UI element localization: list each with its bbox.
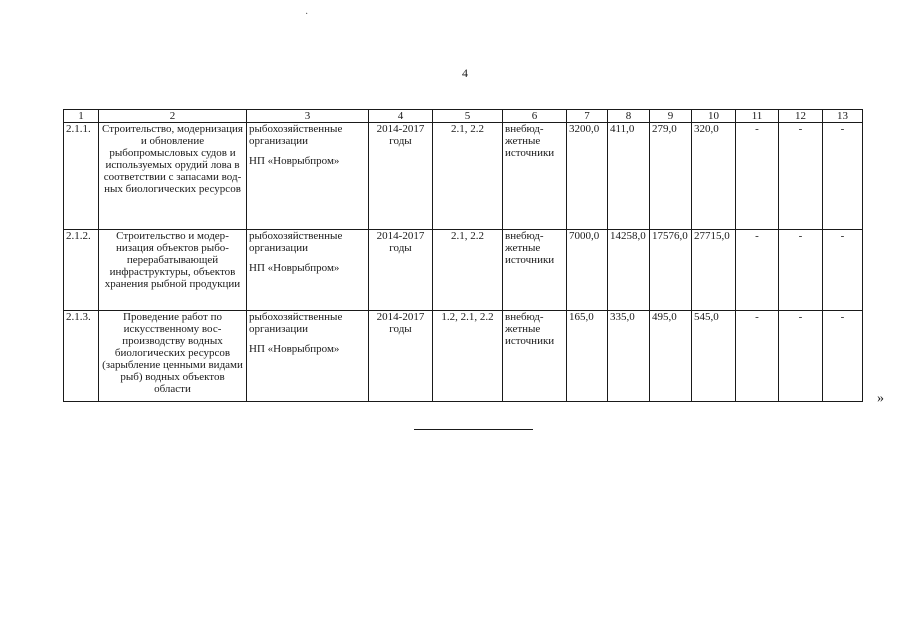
column-number: 6 <box>503 110 567 123</box>
funding-value: - <box>823 311 863 402</box>
funding-value: - <box>779 230 823 311</box>
funding-value: 411,0 <box>608 123 650 230</box>
column-number: 8 <box>608 110 650 123</box>
executor-organizations: рыбохозяйственные организации <box>249 311 343 335</box>
activity-number: 2.1.2. <box>64 230 99 311</box>
funding-value: 279,0 <box>650 123 692 230</box>
activity-name: Строительство, модернизация и обновление рыбопромысловых судов и используемых орудий лова в соответствии с запасами водных биологических ресурсов <box>99 123 247 230</box>
scan-speck: · <box>305 9 309 20</box>
funding-total: 7000,0 <box>567 230 608 311</box>
funding-value: - <box>736 230 779 311</box>
funding-value: 335,0 <box>608 311 650 402</box>
activity-executor <box>247 123 369 230</box>
funding-source: внебюджетные источники <box>503 230 567 311</box>
executor-organizations: рыбохозяйственные организации <box>249 230 343 254</box>
funding-value: - <box>779 311 823 402</box>
funding-value: 27715,0 <box>692 230 736 311</box>
funding-value: 320,0 <box>692 123 736 230</box>
column-number: 9 <box>650 110 692 123</box>
funding-source: внебюджетные источники <box>503 311 567 402</box>
executor-partnership: НП «Новрыбпром» <box>249 155 340 167</box>
column-number-row <box>64 110 863 123</box>
activity-tasks: 2.1, 2.2 <box>433 230 503 311</box>
funding-value: - <box>736 123 779 230</box>
activity-period: 2014-2017 годы <box>369 230 433 311</box>
funding-value: 545,0 <box>692 311 736 402</box>
activity-period: 2014-2017 годы <box>369 311 433 402</box>
funding-source: внебюджетные источники <box>503 123 567 230</box>
activity-number: 2.1.1. <box>64 123 99 230</box>
table-row <box>64 230 863 311</box>
activity-tasks: 1.2, 2.1, 2.2 <box>433 311 503 402</box>
funding-total: 165,0 <box>567 311 608 402</box>
funding-value: 14258,0 <box>608 230 650 311</box>
column-number: 11 <box>736 110 779 123</box>
executor-organizations: рыбохозяйственные организации <box>249 123 343 147</box>
activity-name: Строительство и модернизация объектов рыбоперерабатывающей инфраструктуры, объектов хранения рыбной продукции <box>99 230 247 311</box>
funding-value: - <box>823 123 863 230</box>
column-number: 12 <box>779 110 823 123</box>
closing-quote: » <box>877 391 884 406</box>
activity-executor <box>247 230 369 311</box>
activity-number: 2.1.3. <box>64 311 99 402</box>
column-number: 10 <box>692 110 736 123</box>
funding-value: 495,0 <box>650 311 692 402</box>
executor-partnership: НП «Новрыбпром» <box>249 262 340 274</box>
program-activities-table <box>63 109 863 402</box>
funding-value: - <box>823 230 863 311</box>
activity-name: Проведение работ по искусственному воспроизводству водных биологических ресурсов (зарыбление ценными видами рыб) водных объектов области <box>99 311 247 402</box>
activity-executor <box>247 311 369 402</box>
funding-value: - <box>736 311 779 402</box>
column-number: 2 <box>99 110 247 123</box>
activity-period: 2014-2017 годы <box>369 123 433 230</box>
page-number: 4 <box>462 66 468 80</box>
funding-total: 3200,0 <box>567 123 608 230</box>
column-number: 3 <box>247 110 369 123</box>
footer-rule <box>414 429 533 430</box>
column-number: 13 <box>823 110 863 123</box>
column-number: 4 <box>369 110 433 123</box>
table-row <box>64 123 863 230</box>
funding-value: 17576,0 <box>650 230 692 311</box>
executor-partnership: НП «Новрыбпром» <box>249 343 340 355</box>
column-number: 1 <box>64 110 99 123</box>
activity-tasks: 2.1, 2.2 <box>433 123 503 230</box>
column-number: 7 <box>567 110 608 123</box>
funding-value: - <box>779 123 823 230</box>
column-number: 5 <box>433 110 503 123</box>
table-row <box>64 311 863 402</box>
